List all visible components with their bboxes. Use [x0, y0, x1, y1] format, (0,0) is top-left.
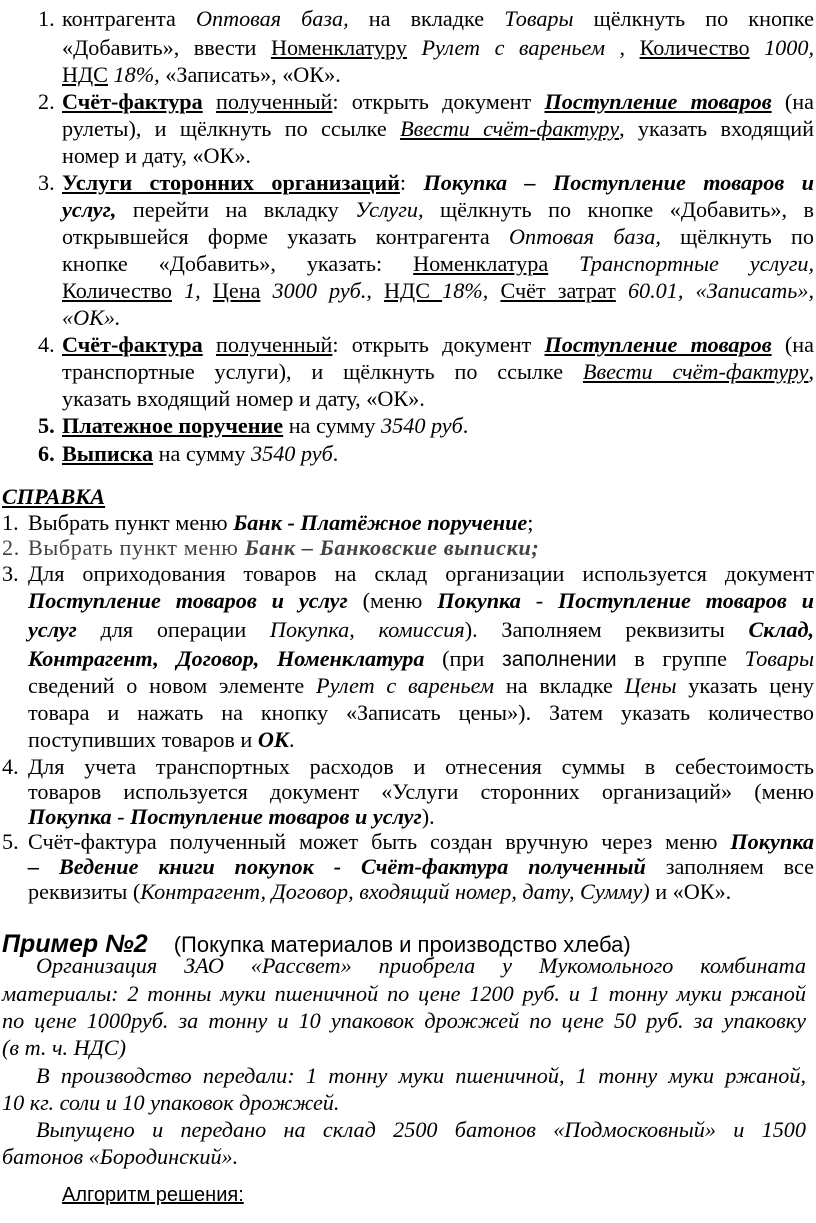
algorithm-heading: Алгоритм решения: — [62, 1184, 244, 1206]
reference-item-3-line-5: сведений о новом элементе Рулет с вареньем на вкладке Цены указать цену — [28, 673, 814, 698]
reference-item-5-line-3: реквизиты (Контрагент, Договор, входящий номер, дату, Сумму) и «ОК». — [28, 879, 732, 904]
reference-item-2-number: 2. — [2, 535, 20, 560]
step-5-number: 5. — [38, 413, 55, 438]
reference-item-2-line-1: Выбрать пункт меню Банк – Банковские выписки; — [28, 535, 540, 560]
step-1-line-1: контрагента Оптовая база, на вкладке Товары щёлкнуть по кнопке — [62, 6, 814, 31]
reference-item-3-line-6: товара и нажать на кнопку «Записать цены»). Затем указать количество — [28, 700, 814, 725]
step-3-line-3: открывшейся форме указать контрагента Оптовая база, щёлкнуть по — [62, 224, 814, 249]
reference-item-3-line-2: Поступление товаров и услуг (меню Покупка - Поступление товаров и — [28, 588, 815, 613]
example-paragraph-1-line-4: (в т. ч. НДС) — [2, 1035, 126, 1060]
step-4-line-1: Счёт-фактура полученный: открыть документ Поступление товаров (на — [62, 332, 814, 357]
reference-item-4-line-3: Покупка - Поступление товаров и услуг). — [28, 804, 435, 829]
reference-item-5-number: 5. — [2, 829, 19, 854]
example-paragraph-1-line-1: Организация ЗАО «Рассвет» приобрела у Мукомольного комбината — [36, 953, 806, 978]
enter-invoice-link-1[interactable]: Ввести счёт-фактуру — [400, 116, 620, 141]
step-4-line-2: транспортные услуги), и щёлкнуть по ссылке Ввести счёт-фактуру, — [62, 359, 814, 384]
step-2-line-1: Счёт-фактура полученный: открыть документ Поступление товаров (на — [62, 89, 814, 114]
step-6-number: 6. — [38, 441, 55, 466]
step-1-line-3: НДС 18%, «Записать», «ОК». — [62, 62, 341, 87]
reference-item-1-line-1: Выбрать пункт меню Банк - Платёжное поручение; — [28, 510, 534, 535]
reference-item-4-number: 4. — [2, 754, 19, 779]
example-paragraph-1-line-2: материалы: 2 тонны муки пшеничной по цене 1200 руб. и 1 тонну муки ржаной — [2, 981, 806, 1006]
step-3-number: 3. — [38, 170, 55, 195]
step-2-number: 2. — [38, 89, 55, 114]
step-1-line-2: «Добавить», ввести Номенклатуру Рулет с вареньем , Количество 1000, — [62, 35, 814, 60]
step-4-line-3: указать входящий номер и дату, «ОК». — [62, 386, 425, 411]
reference-item-4-line-2: товаров используется документ «Услуги сторонних организаций» (меню — [28, 779, 814, 804]
reference-item-5-line-1: Счёт-фактура полученный может быть создан вручную через меню Покупка — [28, 829, 814, 854]
reference-item-3-line-3: услуг для операции Покупка, комиссия). Заполняем реквизиты Склад, — [28, 617, 814, 642]
step-3-line-4: кнопке «Добавить», указать: Номенклатура Транспортные услуги, — [62, 251, 814, 276]
reference-item-4-line-1: Для учета транспортных расходов и отнесения суммы в себестоимость — [28, 754, 814, 779]
reference-item-3-line-1: Для оприходования товаров на склад организации используется документ — [28, 561, 814, 586]
reference-item-3-line-4: Контрагент, Договор, Номенклатура (при заполнении в группе Товары — [28, 646, 814, 671]
reference-item-3-number: 3. — [2, 561, 19, 586]
step-3-line-6: «ОК». — [62, 305, 121, 330]
reference-item-1-number: 1. — [2, 510, 19, 535]
example-paragraph-3-line-1: Выпущено и передано на склад 2500 батонов «Подмосковный» и 1500 — [36, 1117, 806, 1142]
reference-heading: СПРАВКА — [2, 484, 106, 509]
step-5-line-1: Платежное поручение на сумму 3540 руб. — [62, 413, 469, 438]
step-2-line-2: рулеты), и щёлкнуть по ссылке Ввести счёт-фактуру, указать входящий — [62, 116, 814, 141]
step-2-line-3: номер и дату, «ОК». — [62, 143, 251, 168]
step-3-line-2: услуг, перейти на вкладку Услуги, щёлкнуть по кнопке «Добавить», в — [62, 197, 814, 222]
example-paragraph-3-line-2: батонов «Бородинский». — [2, 1144, 239, 1169]
example-title: Пример №2 — [2, 930, 148, 958]
example-paragraph-2-line-2: 10 кг. соли и 10 упаковок дрожжей. — [2, 1090, 340, 1115]
example-paragraph-1-line-3: по цене 1000руб. за тонну и 10 упаковок дрожжей по цене 50 руб. за упаковку — [2, 1008, 806, 1033]
step-6-line-1: Выписка на сумму 3540 руб. — [62, 441, 339, 466]
example-paragraph-2-line-1: В производство передали: 1 тонну муки пшеничной, 1 тонну муки ржаной, — [36, 1063, 806, 1088]
step-1-number: 1. — [38, 6, 55, 31]
step-3-line-5: Количество 1, Цена 3000 руб., НДС 18%, Счёт затрат 60.01, «Записать», — [62, 278, 815, 303]
reference-item-3-line-7: поступивших товаров и ОК. — [28, 727, 295, 752]
step-3-line-1: Услуги сторонних организаций: Покупка – Поступление товаров и — [62, 170, 814, 195]
enter-invoice-link-2[interactable]: Ввести счёт-фактуру — [582, 359, 809, 384]
example-subtitle: (Покупка материалов и производство хлеба) — [173, 932, 631, 957]
reference-item-5-line-2: – Ведение книги покупок - Счёт-фактура полученный заполняем все — [28, 854, 814, 879]
step-4-number: 4. — [38, 332, 55, 357]
